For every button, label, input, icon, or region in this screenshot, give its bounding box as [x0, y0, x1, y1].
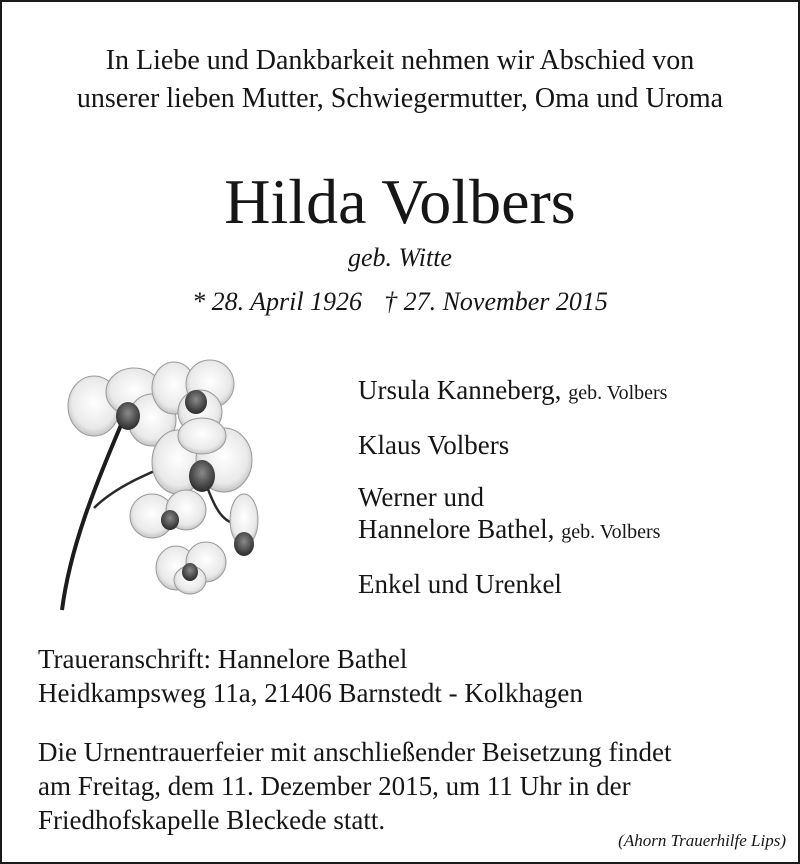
mourning-address — [38, 642, 583, 710]
mourner-1 — [358, 374, 667, 409]
death-date: † 27. November 2015 — [384, 287, 608, 316]
mourner-2: Klaus Volbers — [358, 430, 510, 460]
mourner-4: Enkel und Urenkel — [358, 569, 562, 599]
birth-date: * 28. April 1926 — [192, 287, 363, 316]
service-line-1: Die Urnentrauerfeier mit anschließender Beisetzung findet — [38, 737, 672, 767]
mourner-3 — [358, 513, 667, 548]
life-dates — [2, 286, 798, 318]
orchid-icon — [54, 348, 284, 618]
service-line-2: am Freitag, dem 11. Dezember 2015, um 11 Uhr in der — [38, 771, 631, 801]
mourner-1-note: geb. Volbers — [568, 382, 668, 404]
service-line-3: Friedhofskapelle Bleckede statt. — [38, 805, 386, 835]
maiden-name: geb. Witte — [348, 243, 452, 272]
address-line-2: Heidkampsweg 11a, 21406 Barnstedt - Kolkhagen — [38, 678, 583, 708]
mourner-1-name: Ursula Kanneberg, — [358, 375, 562, 405]
mourners-list — [358, 374, 667, 600]
intro-line-1: In Liebe und Dankbarkeit nehmen wir Abschied von — [105, 45, 695, 76]
funeral-home-credit: (Ahorn Trauerhilfe Lips) — [618, 831, 786, 850]
deceased-name: Hilda Volbers — [224, 166, 576, 237]
intro-text — [2, 42, 798, 118]
service-details — [38, 735, 672, 837]
mourner-3-line-1: Werner und — [358, 482, 485, 512]
address-line-1: Traueranschrift: Hannelore Bathel — [38, 644, 408, 674]
intro-line-2: unserer lieben Mutter, Schwiegermutter, Oma und Uroma — [76, 83, 724, 114]
mourner-3-name: Hannelore Bathel, — [358, 514, 555, 544]
mourner-3-note: geb. Volbers — [561, 521, 661, 543]
